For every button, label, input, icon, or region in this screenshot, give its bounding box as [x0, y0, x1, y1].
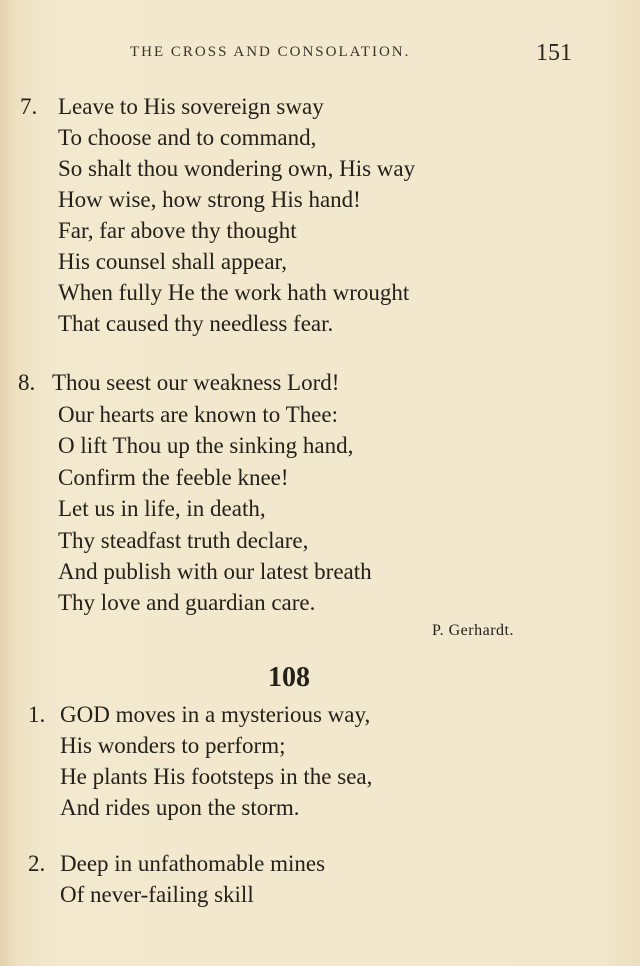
- stanza-8-number: 8.: [18, 370, 36, 395]
- hymn-108-stanza-1-line-1: GOD moves in a mysterious way,: [60, 702, 371, 727]
- stanza-8-line-3: O lift Thou up the sinking hand,: [58, 433, 354, 458]
- stanza-8-line-2: Our hearts are known to Thee:: [58, 402, 338, 427]
- author-attribution: P. Gerhardt.: [432, 622, 514, 639]
- stanza-7-line-1: Leave to His sovereign sway: [58, 94, 324, 119]
- hymn-108-stanza-2-line-2: Of never-failing skill: [60, 882, 254, 907]
- hymn-108-stanza-1-number: 1.: [28, 702, 46, 727]
- stanza-8-line-1: Thou seest our weakness Lord!: [52, 370, 340, 395]
- stanza-7-line-3: So shalt thou wondering own, His way: [58, 156, 416, 181]
- hymn-108-stanza-2-number: 2.: [28, 851, 46, 876]
- stanza-8-line-4: Confirm the feeble knee!: [58, 465, 289, 490]
- stanza-7-line-4: How wise, how strong His hand!: [58, 187, 361, 212]
- stanza-8-line-7: And publish with our latest breath: [58, 559, 372, 584]
- stanza-7-line-7: When fully He the work hath wrought: [58, 280, 410, 305]
- hymn-108-stanza-1-line-3: He plants His footsteps in the sea,: [60, 764, 373, 789]
- hymn-108-stanza-1-line-2: His wonders to perform;: [60, 733, 286, 758]
- page-number: 151: [536, 40, 572, 66]
- stanza-7-number: 7.: [20, 94, 38, 119]
- hymn-number: 108: [268, 662, 310, 693]
- stanza-7-line-5: Far, far above thy thought: [58, 218, 297, 243]
- stanza-7-line-6: His counsel shall appear,: [58, 249, 288, 274]
- running-header: THE CROSS AND CONSOLATION.: [130, 44, 411, 60]
- stanza-7-line-2: To choose and to command,: [58, 125, 317, 150]
- hymn-108-stanza-1-line-4: And rides upon the storm.: [60, 795, 300, 820]
- stanza-8-line-6: Thy steadfast truth declare,: [58, 528, 309, 553]
- stanza-8-line-5: Let us in life, in death,: [58, 496, 266, 521]
- stanza-7-line-8: That caused thy needless fear.: [58, 311, 334, 336]
- stanza-8-line-8: Thy love and guardian care.: [58, 590, 316, 615]
- hymn-108-stanza-2-line-1: Deep in unfathomable mines: [60, 851, 326, 876]
